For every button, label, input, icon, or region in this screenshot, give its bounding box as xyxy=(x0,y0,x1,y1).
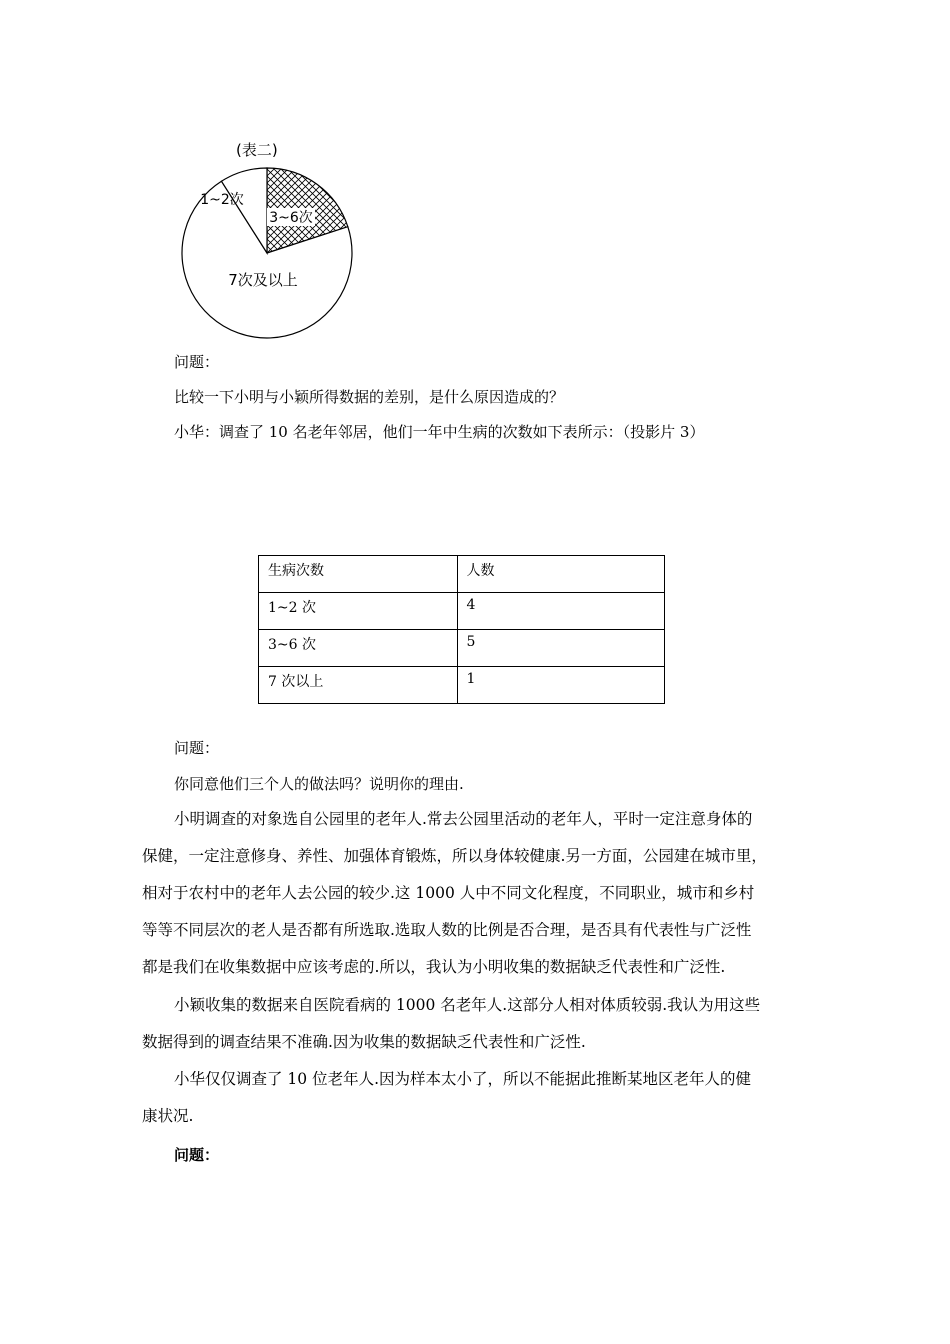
question-label-1: 问题： xyxy=(174,353,220,371)
question-text-2: 你同意他们三个人的做法吗？说明你的理由. xyxy=(174,775,464,793)
paragraph-line: 小华仅仅调查了 10 位老年人.因为样本太小了，所以不能据此推断某地区老年人的健 xyxy=(174,1070,752,1088)
paragraph-line: 等等不同层次的老人是否都有所选取.选取人数的比例是否合理，是否具有代表性与广泛性 xyxy=(142,921,752,939)
table-header-row xyxy=(259,556,665,593)
table-cell: 1 xyxy=(457,667,664,704)
paragraph-line: 数据得到的调查结果不准确.因为收集的数据缺乏代表性和广泛性. xyxy=(142,1033,586,1051)
pie-slice-label: 3~6次 xyxy=(269,210,313,226)
xiaohua-survey-text: 小华：调查了 10 名老年邻居，他们一年中生病的次数如下表所示：（投影片 3） xyxy=(174,423,705,441)
table-cell: 3~6 次 xyxy=(259,630,458,667)
paragraph-line: 相对于农村中的老年人去公园的较少.这 1000 人中不同文化程度，不同职业，城市和乡村 xyxy=(142,884,755,902)
question-text-1: 比较一下小明与小颖所得数据的差别，是什么原因造成的？ xyxy=(174,388,565,406)
question-label-3: 问题： xyxy=(174,1146,220,1164)
table-row xyxy=(259,593,665,630)
illness-table xyxy=(258,555,665,704)
pie-chart xyxy=(176,162,358,344)
table-row xyxy=(259,667,665,704)
pie-slice-label: 1~2次 xyxy=(200,192,244,208)
chart-title: (表二) xyxy=(236,141,278,159)
paragraph-line: 小颖收集的数据来自医院看病的 1000 名老年人.这部分人相对体质较弱.我认为用这些 xyxy=(174,996,761,1014)
table-cell: 5 xyxy=(457,630,664,667)
paragraph-line: 都是我们在收集数据中应该考虑的.所以，我认为小明收集的数据缺乏代表性和广泛性. xyxy=(142,958,726,976)
table-header-cell: 生病次数 xyxy=(259,556,458,593)
table-cell: 1~2 次 xyxy=(259,593,458,630)
paragraph-line: 康状况. xyxy=(142,1107,194,1125)
table-cell: 7 次以上 xyxy=(259,667,458,704)
table-cell: 4 xyxy=(457,593,664,630)
table-row xyxy=(259,630,665,667)
paragraph-line: 保健，一定注意修身、养性、加强体育锻炼，所以身体较健康.另一方面，公园建在城市里， xyxy=(142,847,767,865)
paragraph-line: 小明调查的对象选自公园里的老年人.常去公园里活动的老年人，平时一定注意身体的 xyxy=(174,810,753,828)
question-label-2: 问题： xyxy=(174,739,220,757)
pie-slice-label: 7次及以上 xyxy=(228,271,298,289)
table-header-cell: 人数 xyxy=(457,556,664,593)
